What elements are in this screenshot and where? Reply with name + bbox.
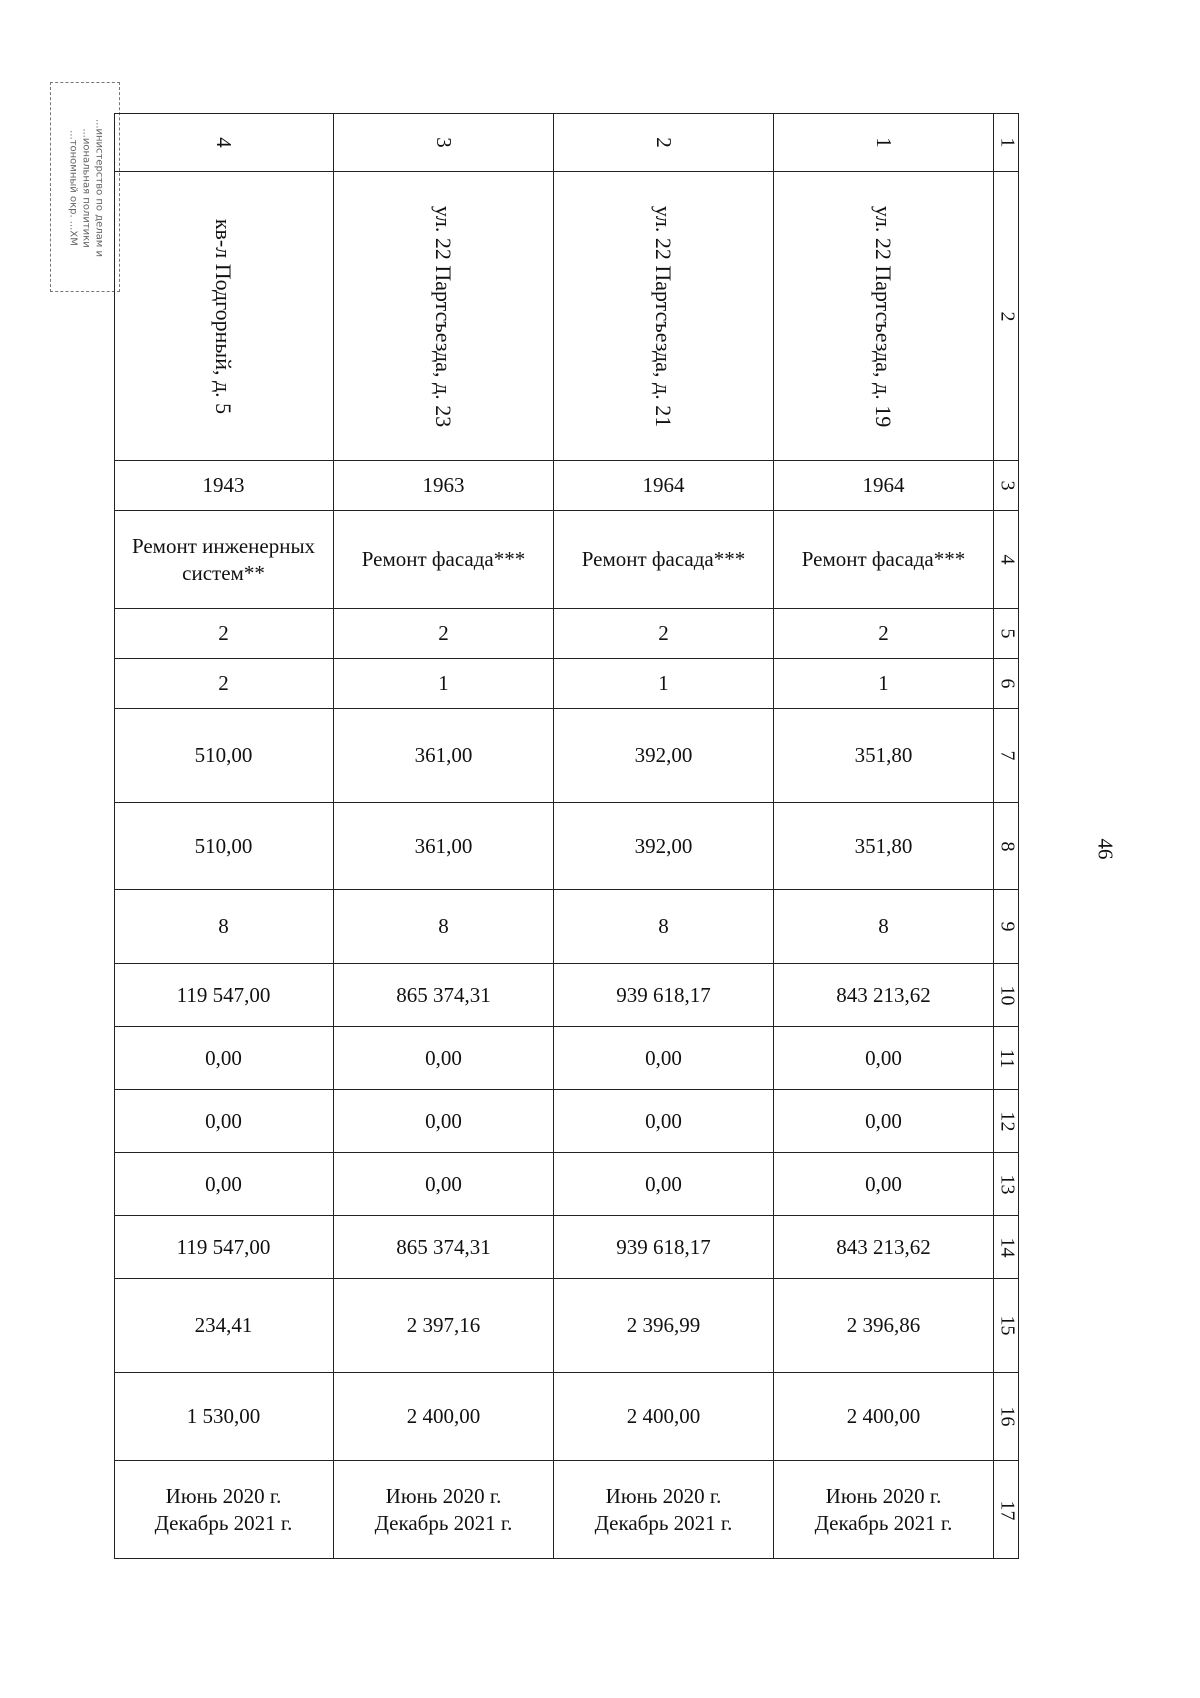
table-row-13 bbox=[114, 1153, 1019, 1216]
table-cell: 119 547,00 bbox=[114, 1216, 334, 1278]
cell-num: 4 bbox=[114, 113, 334, 171]
column-number: 6 bbox=[996, 678, 1018, 689]
table-cell: 0,00 bbox=[334, 1027, 554, 1089]
cell-work: Ремонт инженерных систем** bbox=[114, 511, 334, 608]
table-cell: 392,00 bbox=[554, 709, 774, 802]
period-end: Декабрь 2021 г. bbox=[594, 1511, 733, 1535]
table-cell: 843 213,62 bbox=[774, 1216, 994, 1278]
table-row-16 bbox=[114, 1373, 1019, 1461]
table-cell: 2 396,99 bbox=[554, 1279, 774, 1372]
table-cell: 8 bbox=[334, 890, 554, 963]
table-cell: 939 618,17 bbox=[554, 964, 774, 1026]
table-cell: 361,00 bbox=[334, 803, 554, 889]
stamp-line: ...иональная политики bbox=[80, 128, 92, 248]
column-number: 5 bbox=[996, 628, 1018, 639]
table-row-work bbox=[114, 511, 1019, 609]
table-cell: 2 396,86 bbox=[774, 1279, 994, 1372]
table-cell: 0,00 bbox=[554, 1027, 774, 1089]
table-cell: 843 213,62 bbox=[774, 964, 994, 1026]
period-start: Июнь 2020 г. bbox=[385, 1484, 502, 1508]
column-number: 4 bbox=[996, 554, 1018, 565]
cell-work: Ремонт фасада*** bbox=[334, 511, 554, 608]
table-cell: 2 400,00 bbox=[554, 1373, 774, 1460]
cell-period bbox=[334, 1461, 554, 1559]
table-cell: 0,00 bbox=[774, 1153, 994, 1215]
table-row-address bbox=[114, 172, 1019, 461]
stamp-text bbox=[67, 88, 106, 288]
column-number: 1 bbox=[996, 137, 1018, 147]
column-number: 9 bbox=[996, 921, 1018, 932]
cell-period bbox=[774, 1461, 994, 1559]
cell-period bbox=[114, 1461, 334, 1559]
table-cell: 1 bbox=[774, 659, 994, 708]
table-cell: 2 bbox=[774, 609, 994, 658]
table-cell: 0,00 bbox=[774, 1090, 994, 1152]
table-row-5 bbox=[114, 609, 1019, 659]
table-cell: 939 618,17 bbox=[554, 1216, 774, 1278]
table-cell: 2 400,00 bbox=[774, 1373, 994, 1460]
table-cell: 1 bbox=[334, 659, 554, 708]
table-cell: 0,00 bbox=[334, 1153, 554, 1215]
table-row-14 bbox=[114, 1216, 1019, 1279]
table-cell: 0,00 bbox=[334, 1090, 554, 1152]
table-cell: 351,80 bbox=[774, 709, 994, 802]
period-end: Декабрь 2021 г. bbox=[154, 1511, 293, 1535]
cell-year: 1964 bbox=[554, 461, 774, 510]
cell-year: 1964 bbox=[774, 461, 994, 510]
table-row-6 bbox=[114, 659, 1019, 709]
page-number: 46 bbox=[1093, 838, 1118, 860]
table-cell: 2 bbox=[114, 609, 334, 658]
column-number: 14 bbox=[996, 1237, 1018, 1257]
column-number: 7 bbox=[996, 750, 1018, 761]
table-cell: 351,80 bbox=[774, 803, 994, 889]
table-row-year bbox=[114, 461, 1019, 511]
table-cell: 1 530,00 bbox=[114, 1373, 334, 1460]
column-number: 12 bbox=[996, 1111, 1018, 1131]
table-cell: 0,00 bbox=[554, 1153, 774, 1215]
table-cell: 2 400,00 bbox=[334, 1373, 554, 1460]
table-row-num bbox=[114, 113, 1019, 172]
cell-num: 2 bbox=[554, 113, 774, 171]
period-start: Июнь 2020 г. bbox=[165, 1484, 282, 1508]
table-cell: 2 397,16 bbox=[334, 1279, 554, 1372]
table-row-17 bbox=[114, 1461, 1019, 1559]
table-cell: 510,00 bbox=[114, 803, 334, 889]
table-row-7 bbox=[114, 709, 1019, 803]
table-row-9 bbox=[114, 890, 1019, 964]
table-cell: 0,00 bbox=[114, 1090, 334, 1152]
period-start: Июнь 2020 г. bbox=[605, 1484, 722, 1508]
table-cell: 2 bbox=[114, 659, 334, 708]
table-cell: 0,00 bbox=[774, 1027, 994, 1089]
column-number: 17 bbox=[996, 1500, 1018, 1520]
table-cell: 234,41 bbox=[114, 1279, 334, 1372]
table-cell: 0,00 bbox=[114, 1027, 334, 1089]
table-row-12 bbox=[114, 1090, 1019, 1153]
period-start: Июнь 2020 г. bbox=[825, 1484, 942, 1508]
column-number: 10 bbox=[996, 985, 1018, 1005]
period-end: Декабрь 2021 г. bbox=[814, 1511, 953, 1535]
table-cell: 361,00 bbox=[334, 709, 554, 802]
table-cell: 865 374,31 bbox=[334, 1216, 554, 1278]
table-row-15 bbox=[114, 1279, 1019, 1373]
column-number: 16 bbox=[996, 1406, 1018, 1427]
stamp-line: ...инистерство по делам и bbox=[93, 118, 105, 258]
column-number: 8 bbox=[996, 841, 1018, 851]
column-number: 13 bbox=[996, 1174, 1018, 1194]
cell-year: 1943 bbox=[114, 461, 334, 510]
column-number: 15 bbox=[996, 1315, 1018, 1336]
column-number: 3 bbox=[996, 480, 1018, 491]
table-row-10 bbox=[114, 964, 1019, 1027]
column-number: 11 bbox=[995, 1048, 1018, 1068]
cell-period bbox=[554, 1461, 774, 1559]
column-number: 2 bbox=[996, 311, 1018, 321]
registration-stamp bbox=[50, 82, 120, 292]
table-cell: 0,00 bbox=[554, 1090, 774, 1152]
table-cell: 8 bbox=[114, 890, 334, 963]
table-cell: 2 bbox=[554, 609, 774, 658]
table-cell: 1 bbox=[554, 659, 774, 708]
cell-num: 1 bbox=[774, 113, 994, 171]
cell-year: 1963 bbox=[334, 461, 554, 510]
table-cell: 510,00 bbox=[114, 709, 334, 802]
cell-address: ул. 22 Партсъезда, д. 19 bbox=[774, 172, 994, 460]
stamp-line: ...тономный окр. ...ХМ bbox=[67, 130, 79, 246]
table-row-8 bbox=[114, 803, 1019, 890]
cell-address: ул. 22 Партсъезда, д. 21 bbox=[554, 172, 774, 460]
table-cell: 865 374,31 bbox=[334, 964, 554, 1026]
cell-address: ул. 22 Партсъезда, д. 23 bbox=[334, 172, 554, 460]
table-cell: 392,00 bbox=[554, 803, 774, 889]
table-cell: 0,00 bbox=[114, 1153, 334, 1215]
table-row-11 bbox=[114, 1027, 1019, 1090]
period-end: Декабрь 2021 г. bbox=[374, 1511, 513, 1535]
table-cell: 2 bbox=[334, 609, 554, 658]
cell-num: 3 bbox=[334, 113, 554, 171]
table-cell: 8 bbox=[554, 890, 774, 963]
table-cell: 119 547,00 bbox=[114, 964, 334, 1026]
cell-work: Ремонт фасада*** bbox=[554, 511, 774, 608]
cell-address: кв-л Подгорный, д. 5 bbox=[114, 172, 334, 460]
cell-work: Ремонт фасада*** bbox=[774, 511, 994, 608]
table-cell: 8 bbox=[774, 890, 994, 963]
